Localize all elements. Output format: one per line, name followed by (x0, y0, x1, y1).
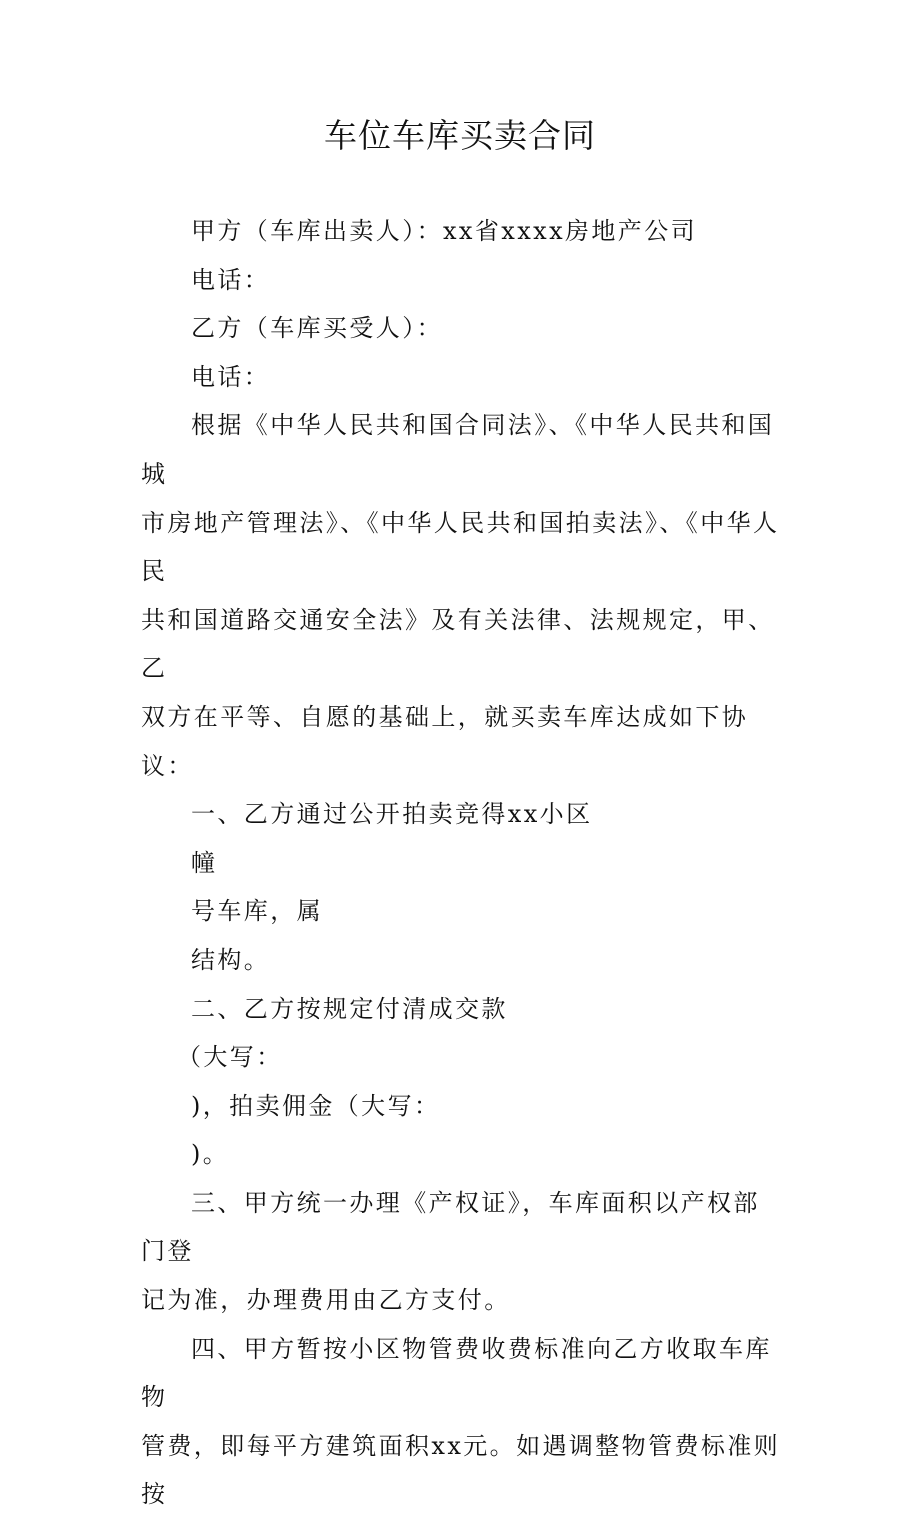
clause-4-line: 四、甲方暂按小区物管费收费标准向乙方收取车库物 (141, 1334, 772, 1412)
clause-1-line: 一、乙方通过公开拍卖竞得xx小区 (191, 800, 593, 829)
party-a-line: 甲方（车库出卖人）：xx省xxxx房地产公司 (191, 217, 698, 245)
clause-3-line: 记为准，办理费用由乙方支付。 (141, 1286, 511, 1315)
clause-1-line: 结构。 (191, 945, 271, 974)
clause-3-line: 三、甲方统一办理《产权证》，车库面积以产权部门登 (141, 1188, 760, 1266)
party-b-line: 乙方（车库买受人）： (191, 314, 443, 343)
preamble-line: 双方在平等、自愿的基础上，就买卖车库达成如下协议： (141, 702, 749, 780)
clause-2-line: （大写： (177, 1043, 283, 1072)
preamble-paragraph (141, 401, 781, 790)
preamble-line: 共和国道路交通安全法》及有关法律、法规规定，甲、乙 (141, 605, 775, 683)
phone-b-line: 电话： (191, 362, 271, 391)
clause-3-paragraph (141, 1179, 781, 1325)
phone-a-line: 电话： (191, 265, 271, 294)
clause-1-line: 号车库，属 (191, 897, 323, 926)
preamble-line: 根据《中华人民共和国合同法》、《中华人民共和国城 (141, 411, 775, 488)
clause-1-line: 幢 (191, 848, 218, 877)
preamble-line: 市房地产管理法》、《中华人民共和国拍卖法》、《中华人民 (141, 508, 780, 586)
clause-4-line: 管费，即每平方建筑面积xx元。如遇调整物管费标准则按 (141, 1431, 781, 1509)
clause-2-line: )。 (191, 1140, 230, 1169)
clause-4-paragraph (141, 1325, 781, 1519)
document-title: 车位车库买卖合同 (324, 116, 596, 155)
clause-2-line: 二、乙方按规定付清成交款 (191, 994, 508, 1023)
clause-2-line: )，拍卖佣金（大写： (191, 1091, 441, 1120)
document-body (141, 207, 781, 1519)
